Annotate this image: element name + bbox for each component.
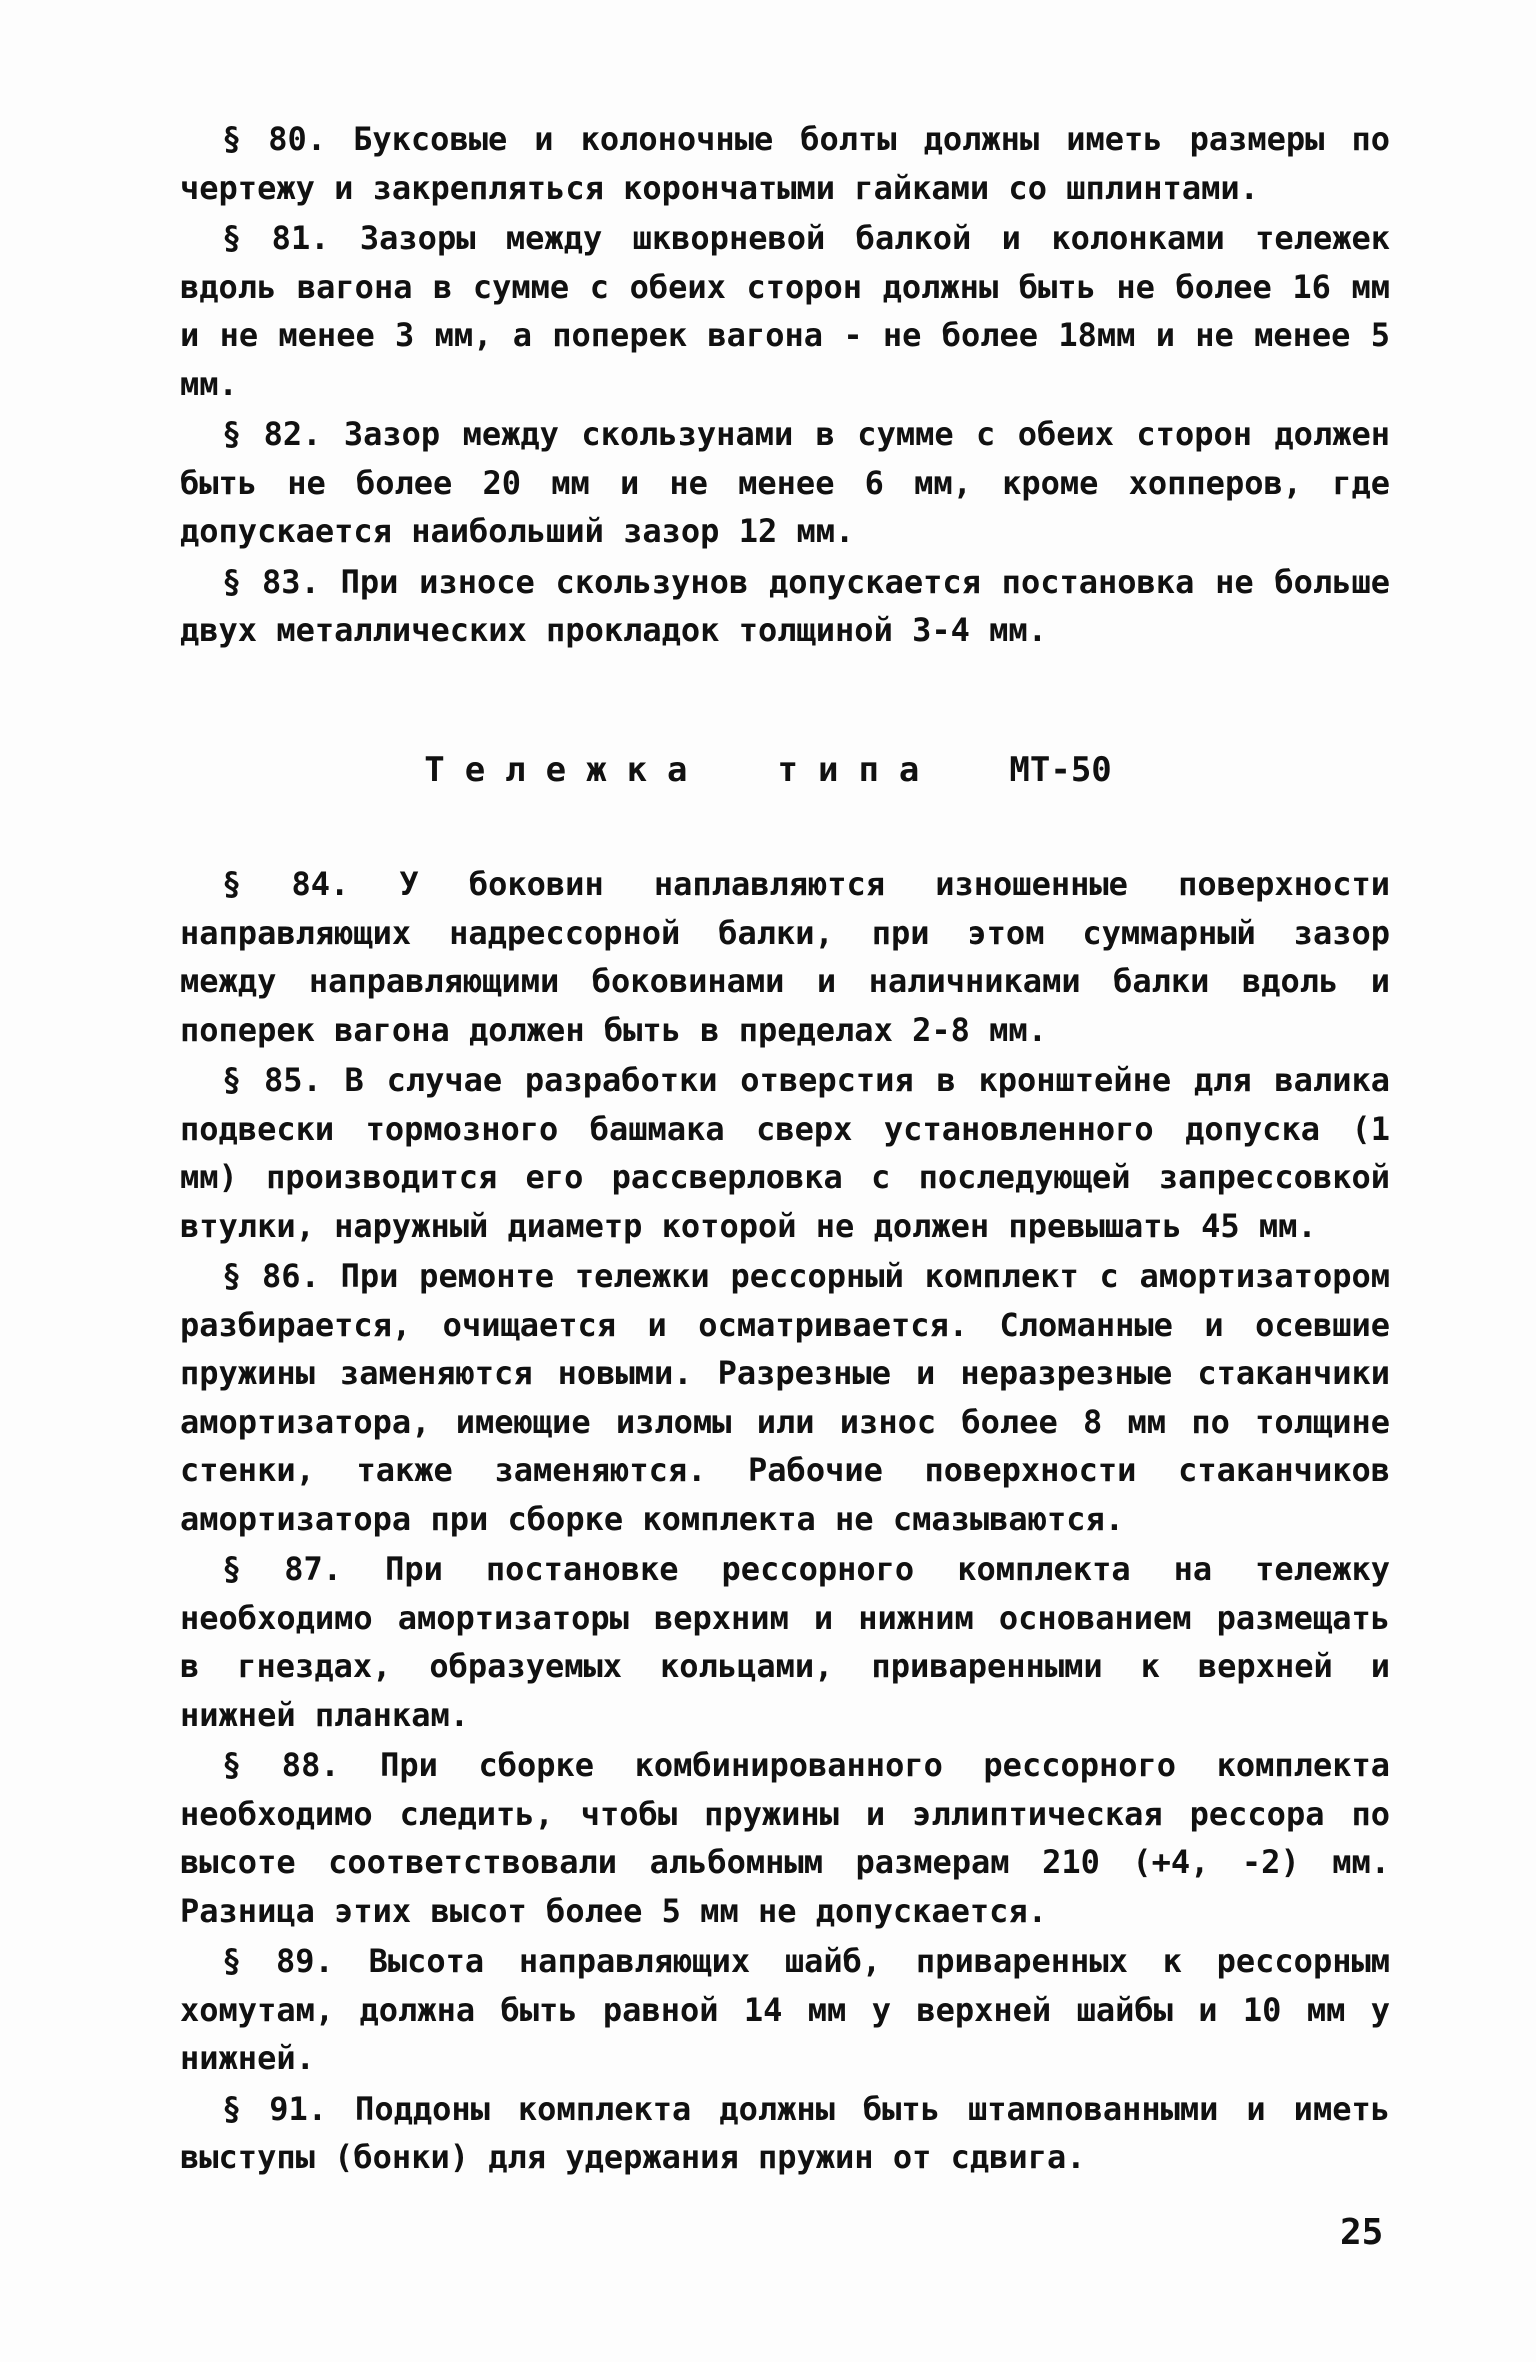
paragraph-91: § 91. Поддоны комплекта должны быть штампованными и иметь выступы (бонки) для удержания пружин от сдвига. [180, 2089, 1390, 2176]
paragraphs-top [180, 115, 1390, 655]
paragraphs-bottom [180, 860, 1390, 2182]
heading-word-3: МТ-50 [1009, 750, 1112, 790]
paragraph-85: § 85. В случае разработки отверстия в кронштейне для валика подвески тормозного башмака сверх установленного допуска (1 мм) производится его рассверловка с последующей запрессовкой втулки, наружный диаметр которой не должен превышать 45 мм. [180, 1061, 1390, 1245]
paragraph-86: § 86. При ремонте тележки рессорный комплект с амортизатором разбирается, очищается и осматривается. Сломанные и осевшие пружины заменяются новыми. Разрезные и неразрезные стаканчики амортизатора, имеющие изломы или износ более 8 мм по толщине стенки, также заменяются. Рабочие поверхности стаканчиков амортизатора при сборке комплекта не смазываются. [180, 1257, 1390, 1538]
paragraph-87: § 87. При постановке рессорного комплекта на тележку необходимо амортизаторы верхним и нижним основанием размещать в гнездах, образуемых кольцами, приваренными к верхней и нижней планкам. [180, 1550, 1390, 1734]
paragraph-83: § 83. При износе скользунов допускается постановка не больше двух металлических прокладок толщиной 3-4 мм. [180, 562, 1390, 649]
page-number: 25 [1340, 2212, 1384, 2253]
paragraph-89: § 89. Высота направляющих шайб, приваренных к рессорным хомутам, должна быть равной 14 мм у верхней шайбы и 10 мм у нижней. [180, 1942, 1390, 2077]
paragraph-81: § 81. Зазоры между шкворневой балкой и колонками тележек вдоль вагона в сумме с обеих сторон должны быть не более 16 мм и не менее 3 мм, а поперек вагона - не более 18мм и не менее 5 мм. [180, 219, 1390, 403]
heading-word-2: типа [777, 750, 940, 790]
paragraph-88: § 88. При сборке комбинированного рессорного комплекта необходимо следить, чтобы пружины и эллиптическая рессора по высоте соответствовали альбомным размерам 210 (+4, -2) мм. Разница этих высот более 5 мм не допускается. [180, 1746, 1390, 1930]
paragraph-80: § 80. Буксовые и колоночные болты должны иметь размеры по чертежу и закрепляться корончатыми гайками со шплинтами. [180, 120, 1390, 207]
heading-word-1: Тележка [424, 750, 708, 790]
section-heading [0, 750, 1536, 790]
paragraph-84: § 84. У боковин наплавляются изношенные поверхности направляющих надрессорной балки, при этом суммарный зазор между направляющими боковинами и наличниками балки вдоль и поперек вагона должен быть в пределах 2-8 мм. [180, 865, 1390, 1049]
paragraph-82: § 82. Зазор между скользунами в сумме с обеих сторон должен быть не более 20 мм и не менее 6 мм, кроме хопперов, где допускается наибольший зазор 12 мм. [180, 415, 1390, 550]
